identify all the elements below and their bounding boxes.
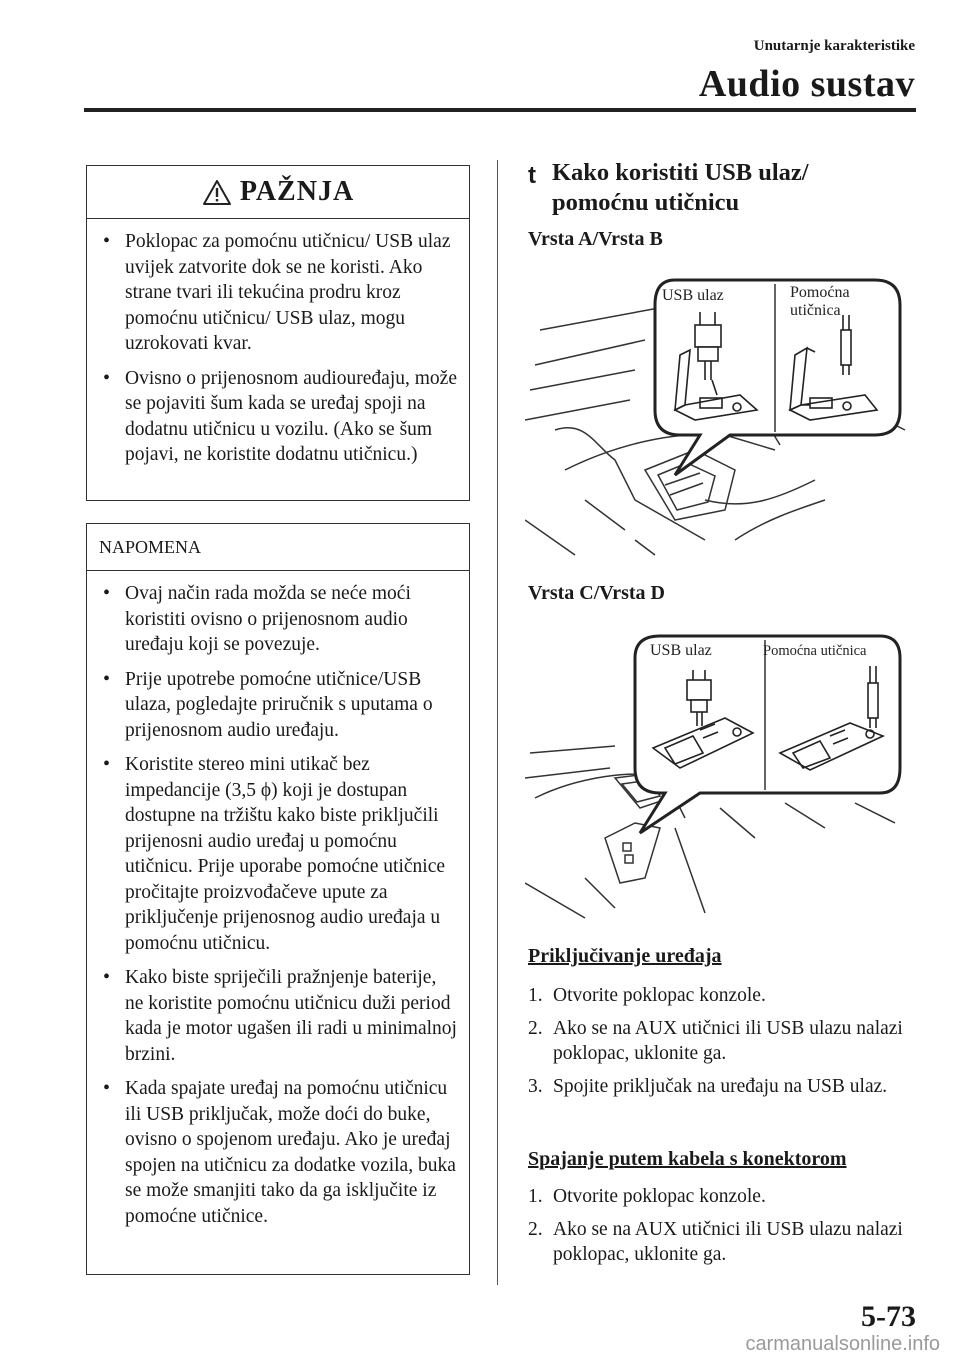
usb-aux-figure-type-ab [525,270,915,565]
figure-cd-caption: Vrsta C/Vrsta D [528,582,666,604]
warning-triangle-icon [202,179,232,206]
warning-item: • Ovisno o prijenosnom audiouređaju, može se pojaviti šum kada se uređaj spoji na dodatnu utičnicu u vozilu. (Ako se šum pojavi, ne koristite dodatnu utičnicu.) [99,366,459,468]
note-item: • Kako biste spriječili pražnjenje baterije, ne koristite pomoćnu utičnicu duži period kada je motor ugašen ili radi u minimalnoj brzini. [99,965,459,1067]
connect-heading: Priključivanje uređaja [528,945,722,967]
note-title: NAPOMENA [87,524,469,571]
running-header-title: Audio sustav [698,63,915,105]
note-item: • Prije upotrebe pomoćne utičnice/USB ulaza, pogledajte priručnik s uputama o prijenosnom audio uređaju. [99,667,459,744]
warning-list [87,219,469,468]
figure-ab-aux-label-line1: Pomoćna [790,284,850,301]
note-item: • Kada spajate uređaj na pomoćnu utičnicu ili USB priključak, može doći do buke, ovisno o spojenom uređaju. Ako je uređaj spojen na utičnicu za dodatke vozila, buka se može smanjiti tako da ga isključite iz pomoćne utičnice. [99,1076,459,1229]
note-item: • Koristite stereo mini utikač bez impedancije (3,5 ϕ) koji je dostupan dostupne na tržištu kako biste priključili prijenosni audio uređaj u pomoćnu utičnicu. Prije uporabe pomoćne utičnice pročitajte proizvođačeve upute za priključenje prijenosnog audio uređaja u pomoćnu utičnicu. [99,752,459,956]
warning-header [87,166,469,219]
figure-cd-aux-label: Pomoćna utičnica [763,643,867,659]
step-item: 2. Ako se na AUX utičnici ili USB ulazu nalazi poklopac, uklonite ga. [528,1219,903,1265]
note-item: • Ovaj način rada možda se neće moći koristiti ovisno o prijenosnom audio uređaju koji se povezuje. [99,581,459,658]
cable-heading: Spajanje putem kabela s konektorom [528,1148,847,1170]
figure-ab-caption: Vrsta A/Vrsta B [528,228,663,250]
usb-aux-figure-type-cd [525,628,915,928]
column-divider [497,160,498,1285]
step-item: 1. Otvorite poklopac konzole. [528,985,766,1006]
step-item: 3. Spojite priključak na uređaju na USB ulaz. [528,1076,888,1097]
warning-box [86,165,470,501]
connect-steps [528,983,918,1107]
figure-ab-usb-label: USB ulaz [662,287,724,304]
step-item: 2. Ako se na AUX utičnici ili USB ulazu nalazi poklopac, uklonite ga. [528,1018,903,1064]
figure-ab-aux-label-line2: utičnica [790,302,841,319]
watermark: carmanualsonline.info [745,1333,940,1355]
warning-title: PAŽNJA [239,176,355,207]
page-number: 5-73 [861,1300,916,1333]
note-list [87,571,469,1229]
warning-item: • Poklopac za pomoćnu utičnicu/ USB ulaz uvijek zatvorite dok se ne koristi. Ako strane tvari ili tekućina prodru kroz pomoćnu utičnicu/ USB ulaz, mogu uzrokovati kvar. [99,229,459,357]
section-marker: t [528,162,536,189]
header-rule [84,108,916,112]
section-title: Kako koristiti USB ulaz/ pomoćnu utičnicu [552,159,809,216]
cable-steps [528,1184,918,1275]
note-box [86,523,470,1275]
running-header-section: Unutarnje karakteristike [753,38,915,54]
figure-cd-usb-label: USB ulaz [650,642,712,659]
step-item: 1. Otvorite poklopac konzole. [528,1186,766,1207]
